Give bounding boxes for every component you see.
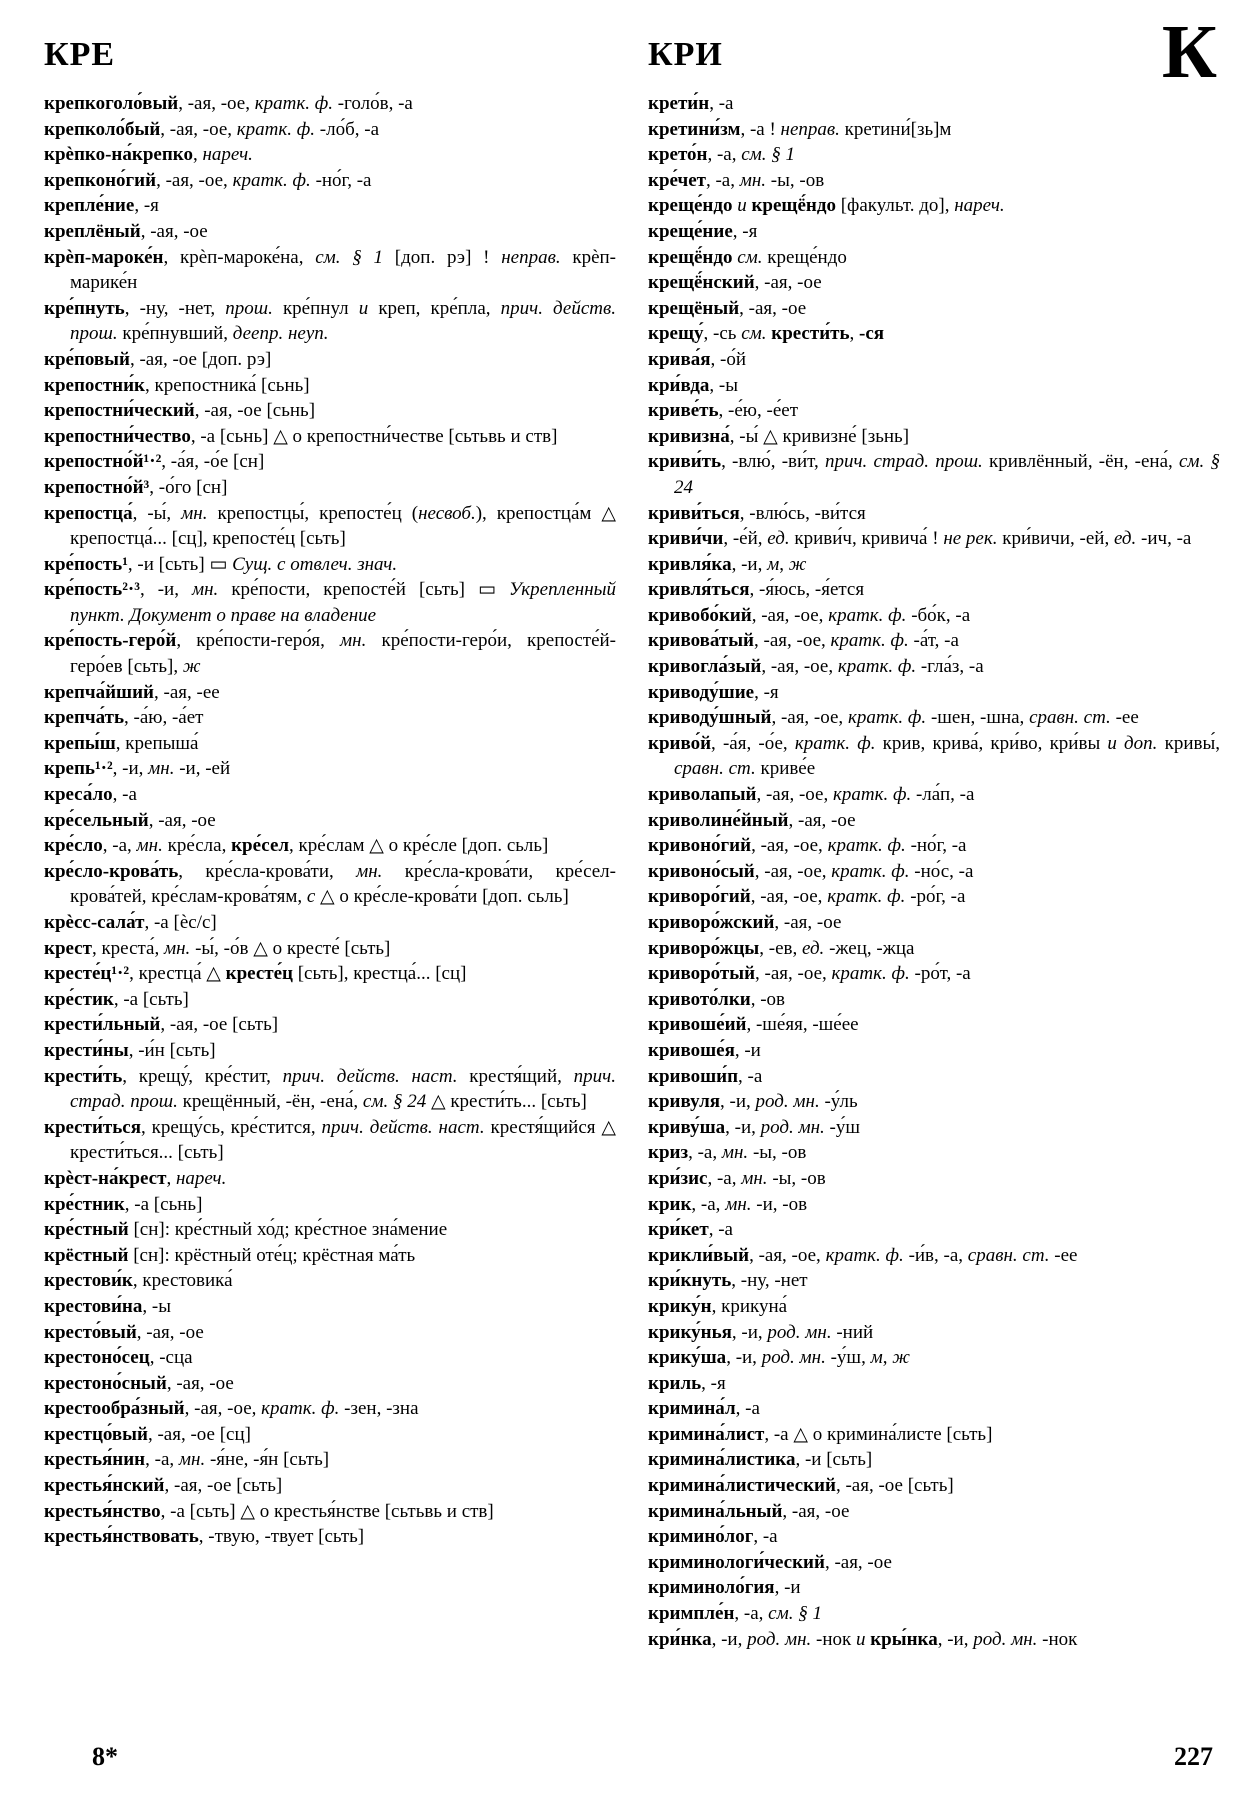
dictionary-entry: крепостни́чество, -а [сьнь] △ о крепостни́честве [сьтьвь и ств] (44, 425, 558, 447)
dictionary-entry: крещёный, -ая, -ое (648, 297, 807, 319)
dictionary-entry: крикли́вый, -ая, -ое, кратк. ф. -и́в, -а, сравн. ст. -ее (648, 1244, 1078, 1266)
dictionary-entry: крести́ны, -и́н [сьть] (44, 1039, 216, 1061)
dictionary-entry: крети́н, -а (648, 93, 734, 114)
dictionary-entry: кривоно́сый, -ая, -ое, кратк. ф. -но́с, -а (648, 860, 974, 882)
dictionary-entry: кривля́ться, -я́юсь, -я́ется (648, 579, 865, 601)
dictionary-entry: кримина́листический, -ая, -ое [сьть] (648, 1475, 954, 1497)
dictionary-entry: криминоло́гия, -и (648, 1577, 801, 1599)
dictionary-entry: крѐст-на́крест, нареч. (44, 1167, 227, 1189)
dictionary-entry: криву́ша, -и, род. мн. -у́ш (648, 1116, 861, 1138)
dictionary-entry: крестови́к, крестовика́ (44, 1270, 233, 1292)
dictionary-entry: крику́н, крикуна́ (648, 1295, 788, 1317)
dictionary-entry: кривогла́зый, -ая, -ое, кратк. ф. -гла́з, -а (648, 656, 984, 678)
dictionary-entry: креплёный, -ая, -ое (44, 220, 208, 242)
dictionary-entry: кре́пость²·³, -и, мн. кре́пости, крепосте́й [сьть] ▭ Укрепленный пункт. Документ о праве на владение (44, 579, 616, 626)
dictionary-entry: кре́пость-геро́й, кре́пости-геро́я, мн. кре́пости-геро́и, крепосте́й-геро́ев [сьть], ж (44, 630, 617, 678)
running-head-right: КРИ (648, 36, 723, 73)
running-head-left: КРЕ (44, 36, 116, 73)
dictionary-entry: криволине́йный, -ая, -ое (648, 809, 856, 831)
dictionary-entry: крестья́нин, -а, мн. -я́не, -я́н [сьть] (44, 1449, 330, 1471)
dictionary-entry: кре́сло, -а, мн. кре́сла, кре́сел, кре́слам △ о кре́сле [доп. сьль] (44, 835, 549, 857)
dictionary-entry: кривова́тый, -ая, -ое, кратк. ф. -а́т, -а (648, 630, 959, 652)
dictionary-entry: креще́ндо и крещё́ндо [факульт. до], нареч. (648, 195, 1005, 217)
dictionary-entry: крепкоголо́вый, -ая, -ое, кратк. ф. -голо́в, -а (44, 93, 413, 114)
dictionary-entry: крестцо́вый, -ая, -ое [сц] (44, 1423, 251, 1445)
left-column (44, 91, 616, 1550)
dictionary-entry: кри́вда, -ы (648, 374, 738, 396)
dictionary-entry: кримино́лог, -а (648, 1526, 778, 1548)
dictionary-entry: кре́стный [сн]: кре́стный хо́д; кре́стное зна́мение (44, 1219, 448, 1241)
dictionary-entry: кривобо́кий, -ая, -ое, кратк. ф. -бо́к, -а (648, 604, 971, 626)
dictionary-entry: крепле́ние, -я (44, 195, 159, 217)
dictionary-entry: кретини́зм, -а ! неправ. кретини́[зь]м (648, 118, 952, 140)
dictionary-entry: кре́пнуть, -ну, -нет, прош. кре́пнул и креп, кре́пла, прич. действ. прош. кре́пнувший, деепр. неуп. (44, 297, 616, 345)
dictionary-entry: крещё́нский, -ая, -ое (648, 272, 822, 294)
dictionary-entry: крето́н, -а, см. § 1 (648, 144, 796, 166)
dictionary-entry: крепостно́й³, -о́го [сн] (44, 476, 228, 498)
dictionary-entry: крику́ша, -и, род. мн. -у́ш, м, ж (648, 1347, 910, 1369)
dictionary-entry: кре́пость¹, -и [сьть] ▭ Сущ. с отвлеч. знач. (44, 553, 398, 575)
dictionary-entry: крѐпко-на́крепко, нареч. (44, 144, 253, 166)
dictionary-entry: кре́сло-крова́ть, кре́сла-крова́ти, мн. кре́сла-крова́ти, кре́сел-крова́тей, кре́слам-крова́тям, с △ о кре́сле-крова́ти [доп. сьль] (44, 860, 616, 908)
dictionary-entry: крепостни́ческий, -ая, -ое [сьнь] (44, 400, 316, 422)
dictionary-entry: крёстный [сн]: крёстный оте́ц; крёстная ма́ть (44, 1244, 416, 1266)
dictionary-entry: крестоно́сный, -ая, -ое (44, 1372, 234, 1394)
dictionary-entry: крепостни́к, крепостника́ [сьнь] (44, 374, 310, 396)
dictionary-entry: криви́ться, -влю́сь, -ви́тся (648, 502, 866, 524)
dictionary-entry: крести́ть, крещу́, кре́стит, прич. действ. наст. крестя́щий, прич. страд. прош. крещённый, -ён, -ена́, см. § 24 △ крести́ть... [сьть] (44, 1065, 616, 1113)
dictionary-entry: кривуля, -и, род. мн. -у́ль (648, 1091, 858, 1113)
dictionary-entry: крепь¹·², -и, мн. -и, -ей (44, 758, 231, 780)
dictionary-entry: крива́я, -о́й (648, 348, 747, 370)
dictionary-entry: кривля́ка, -и, м, ж (648, 553, 807, 575)
dictionary-entry: крѐп-мароке́н, крѐп-мароке́на, см. § 1 [доп. рэ] ! неправ. крѐп-марике́н (44, 246, 617, 294)
dictionary-entry: кре́сельный, -ая, -ое (44, 809, 216, 831)
dictionary-entry: крепча́йший, -ая, -ее (44, 681, 220, 703)
dictionary-entry: кре́повый, -ая, -ое [доп. рэ] (44, 348, 272, 370)
dictionary-entry: кримина́льный, -ая, -ое (648, 1500, 850, 1522)
dictionary-entry: крепча́ть, -а́ю, -а́ет (44, 707, 204, 729)
dictionary-entry: кресто́вый, -ая, -ое (44, 1321, 204, 1343)
dictionary-entry: креще́ние, -я (648, 220, 758, 242)
dictionary-entry: крест, креста́, мн. -ы́, -о́в △ о кресте́ [сьть] (44, 937, 391, 959)
dictionary-entry: крестообра́зный, -ая, -ое, кратк. ф. -зен, -зна (44, 1398, 419, 1420)
page-number: 227 (1174, 1742, 1213, 1771)
dictionary-entry: крести́льный, -ая, -ое [сьть] (44, 1014, 279, 1036)
dictionary-entry: крепколо́бый, -ая, -ое, кратк. ф. -ло́б, -а (44, 118, 380, 140)
dictionary-entry: крещу́, -сь см. крести́ть, -ся (648, 323, 885, 345)
dictionary-entry: крик, -а, мн. -и, -ов (648, 1193, 808, 1215)
dictionary-entry: крепостца́, -ы́, мн. крепостцы́, крепосте́ц (несвоб.), крепостца́м △ крепостца́... [сц], крепосте́ц [сьть] (44, 502, 616, 550)
dictionary-entry: криволапый, -ая, -ое, кратк. ф. -ла́п, -а (648, 784, 975, 806)
dictionary-entry: криви́чи, -е́й, ед. криви́ч, кривича́ ! не рек. кри́вичи, -ей, ед. -ич, -а (648, 528, 1192, 550)
dictionary-entry: кривоши́п, -а (648, 1065, 763, 1087)
dictionary-entry: криворо́жский, -ая, -ое (648, 912, 842, 933)
dictionary-entry: кримина́л, -а (648, 1398, 760, 1420)
dictionary-entry: кре́чет, -а, мн. -ы, -ов (648, 169, 825, 191)
dictionary-entry: крику́нья, -и, род. мн. -ний (648, 1321, 874, 1343)
dictionary-entry: крещё́ндо см. креще́ндо (648, 246, 847, 268)
dictionary-entry: кримина́листика, -и [сьть] (648, 1449, 873, 1471)
dictionary-entry: крестья́нство, -а [сьть] △ о крестья́нстве [сьтьвь и ств] (44, 1500, 494, 1522)
dictionary-entry: крестови́на, -ы (44, 1295, 171, 1317)
dictionary-entry: кримина́лист, -а △ о кримина́листе [сьть] (648, 1423, 993, 1445)
dictionary-entry: кривизна́, -ы́ △ кривизне́ [зьнь] (648, 425, 910, 447)
dictionary-entry: кре́стник, -а [сьнь] (44, 1193, 203, 1215)
dictionary-entry: крепы́ш, крепыша́ (44, 732, 199, 754)
dictionary-entry: криворо́гий, -ая, -ое, кратк. ф. -ро́г, -а (648, 886, 966, 908)
dictionary-entry: кри́кет, -а (648, 1219, 733, 1241)
dictionary-entry: кресте́ц¹·², крестца́ △ кресте́ц [сьть], крестца́... [сц] (44, 963, 467, 985)
dictionary-entry: кримпле́н, -а, см. § 1 (648, 1603, 822, 1625)
dictionary-entry: крепконо́гий, -ая, -ое, кратк. ф. -но́г, -а (44, 169, 372, 191)
dictionary-entry: крестья́нский, -ая, -ое [сьть] (44, 1475, 283, 1497)
dictionary-entry: кре́стик, -а [сьть] (44, 988, 189, 1010)
dictionary-entry: кри́кнуть, -ну, -нет (648, 1270, 808, 1292)
signature-mark: 8* (92, 1742, 118, 1771)
dictionary-entry: криве́ть, -е́ю, -е́ет (648, 400, 798, 422)
dictionary-entry: криворо́жцы, -ев, ед. -жец, -жца (648, 937, 915, 959)
dictionary-entry: криль, -я (648, 1372, 726, 1394)
dictionary-entry: крепостно́й¹·², -а́я, -о́е [сн] (44, 451, 265, 473)
dictionary-entry: криводу́шный, -ая, -ое, кратк. ф. -шен, -шна, сравн. ст. -ее (648, 707, 1139, 729)
dictionary-entry: крестья́нствовать, -твую, -твует [сьть] (44, 1526, 365, 1548)
dictionary-entry: крестоно́сец, -сца (44, 1347, 193, 1369)
dictionary-entry: криви́ть, -влю́, -ви́т, прич. страд. прош. кривлённый, -ён, -ена́, см. § 24 (648, 451, 1220, 498)
dictionary-entry: кривото́лки, -ов (648, 988, 786, 1010)
dictionary-entry: креса́ло, -а (44, 784, 137, 806)
dictionary-entry: криво́й, -а́я, -о́е, кратк. ф. крив, крива́, кри́во, кри́вы и доп. кривы́, сравн. ст. криве́е (648, 732, 1220, 780)
dictionary-entry: крѐсс-сала́т, -а [ѐс/с] (44, 912, 217, 933)
dictionary-entry: криз, -а, мн. -ы, -ов (648, 1142, 807, 1164)
dictionary-entry: кривоно́гий, -ая, -ое, кратк. ф. -но́г, -а (648, 835, 967, 857)
dictionary-entry: кривоше́я, -и (648, 1039, 761, 1061)
dictionary-entry: кри́нка, -и, род. мн. -нок и кры́нка, -и, род. мн. -нок (648, 1628, 1078, 1650)
section-letter: К (1161, 10, 1217, 94)
dictionary-entry: криворо́тый, -ая, -ое, кратк. ф. -ро́т, -а (648, 963, 971, 985)
dictionary-entry: кри́зис, -а, мн. -ы, -ов (648, 1167, 826, 1189)
dictionary-entry: криминологи́ческий, -ая, -ое (648, 1551, 892, 1573)
dictionary-entry: крести́ться, крещу́сь, кре́стится, прич. действ. наст. крестя́щийся △ крести́ться... [сьть] (44, 1116, 616, 1164)
dictionary-entry: криводу́шие, -я (648, 681, 779, 703)
dictionary-entry: кривоше́ий, -ше́яя, -ше́ее (648, 1014, 859, 1036)
right-column (648, 91, 1220, 1652)
